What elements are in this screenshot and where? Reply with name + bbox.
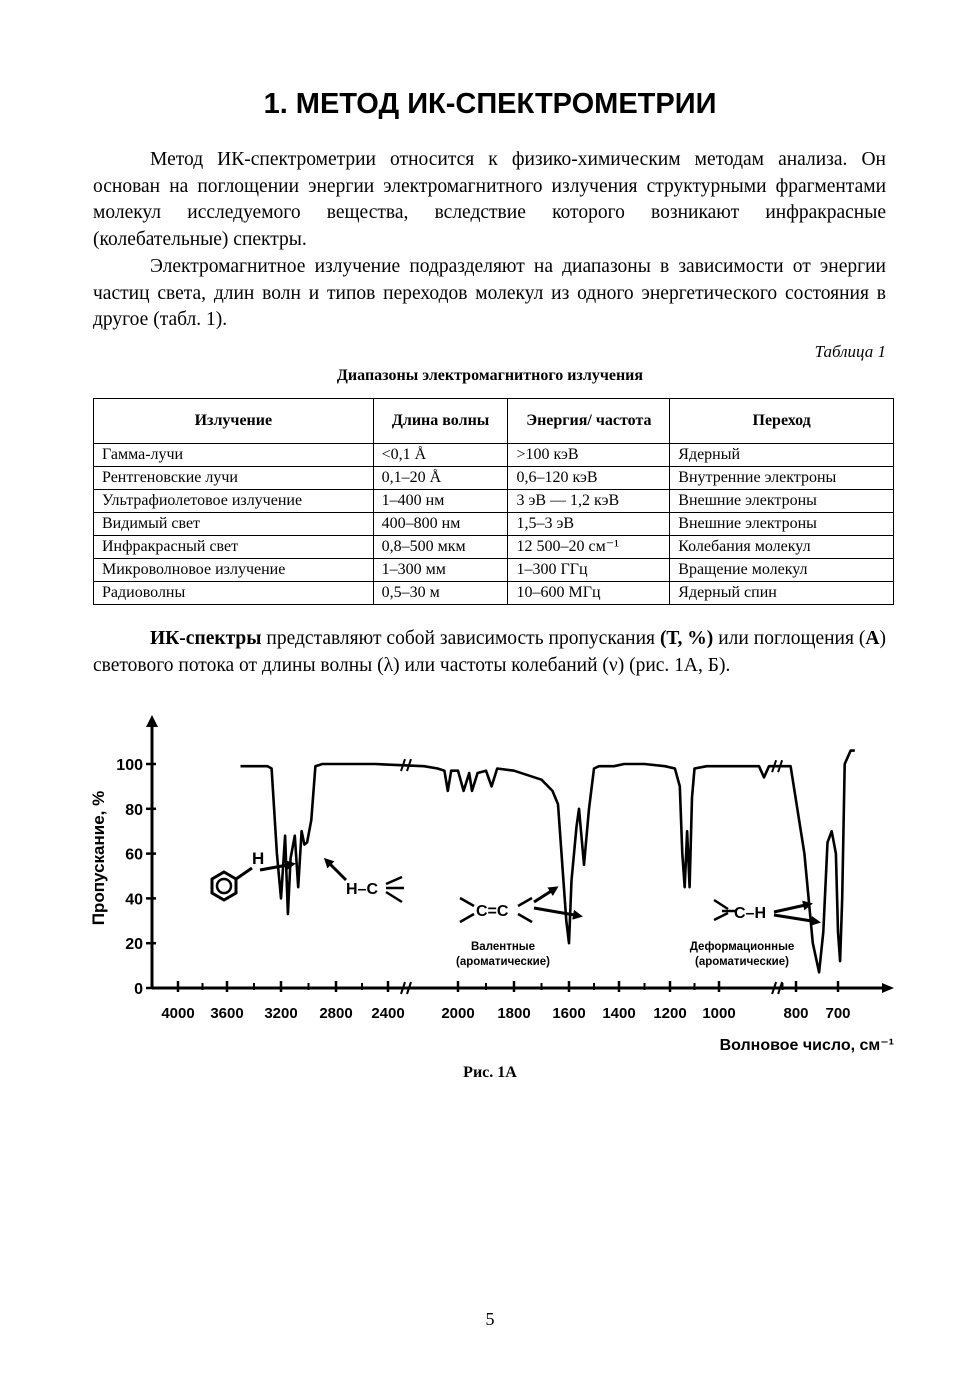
alkyne-ch-structure [326,860,404,902]
table-header-row [94,399,894,444]
cell-transition: Внутренние электроны [670,467,894,490]
paragraph-3-text-b: или поглощения ( [713,628,866,649]
paragraph-1: Метод ИК-спектрометрии относится к физико-химическим методам анализа. Он основан на поглощении энергии электромагнитного излучения структурными фрагментами молекул исследуемого вещества, вследствие которого возникают инфракрасные (колебательные) спектры. [93,149,886,250]
term-ir-spectra: ИК-спектры [150,628,262,649]
table-row [94,490,894,513]
cell-energy: >100 кэВ [508,444,670,467]
annotation-valence-2: (ароматические) [456,956,550,968]
paragraph-3-text-c: ) светового потока от длины волны (λ) или частоты колебаний (ν) (рис. 1А, Б). [93,628,886,676]
x-tick-label: 3600 [210,1005,244,1022]
table-body [94,444,894,605]
y-tick-label: 20 [125,936,143,954]
cell-wavelength: <0,1 Å [373,444,508,467]
y-axis-label: Пропускание, % [89,790,108,926]
table-row [94,559,894,582]
cell-radiation: Радиоволны [94,582,374,605]
x-tick-label: 2400 [371,1005,405,1022]
chart-series [241,751,855,973]
annotation-deform-2: (ароматические) [695,956,789,968]
x-tick-label: 1400 [602,1005,636,1022]
x-tick-label: 700 [825,1005,851,1022]
page-number: 5 [485,1309,495,1329]
cell-transition: Внешние электроны [670,490,894,513]
y-tick-label: 60 [125,846,143,864]
cell-wavelength: 1–400 нм [373,490,508,513]
cell-energy: 1,5–3 эВ [508,513,670,536]
cell-transition: Ядерный [670,444,894,467]
spectrum-line [241,751,855,973]
cell-radiation: Рентгеновские лучи [94,467,374,490]
x-axis-arrow [882,983,894,993]
term-absorbance: А [865,628,880,649]
chart-ticks [116,757,850,1022]
cell-radiation: Ультрафиолетовое излучение [94,490,374,513]
table-row [94,444,894,467]
x-tick-label: 2000 [441,1005,475,1022]
table-caption: Диапазоны электромагнитного излучения [336,367,644,384]
cc-double-structure [456,888,580,968]
annotation-aromatic-h: H [252,849,265,868]
y-tick-label: 100 [116,757,143,774]
ir-spectrum-chart [88,712,898,1058]
x-tick-label: 1800 [497,1005,531,1022]
table-label: Таблица 1 [814,342,886,361]
y-axis-arrow [146,715,158,727]
table-row [94,513,894,536]
cell-wavelength: 0,5–30 м [373,582,508,605]
x-tick-label: 800 [783,1005,809,1022]
annotation-deform-1: Деформационные [689,941,795,953]
cell-transition: Ядерный спин [670,582,894,605]
cell-energy: 12 500–20 см⁻¹ [508,536,670,559]
cell-energy: 10–600 МГц [508,582,670,605]
radiation-table [93,398,894,605]
y-tick-label: 40 [125,891,143,909]
paragraph-2: Электромагнитное излучение подразделяют на диапазоны в зависимости от энергии частиц света, длин волн и типов переходов молекул из одного энергетического состояния в другое (табл. 1). [93,256,886,330]
annotation-ch-deform: C–H [734,905,767,922]
ch-deform-structure [690,900,818,968]
header-transition: Переход [670,399,894,444]
cell-wavelength: 1–300 мм [373,559,508,582]
annotation-alkyne-ch: H–C [346,881,379,898]
x-tick-label: 2800 [319,1005,353,1022]
cell-radiation: Гамма-лучи [94,444,374,467]
x-tick-label: 1200 [653,1005,687,1022]
cell-transition: Вращение молекул [670,559,894,582]
figure-caption: Рис. 1А [463,1064,517,1081]
x-tick-label: 4000 [161,1005,195,1022]
cell-radiation: Инфракрасный свет [94,536,374,559]
term-transmission: (Т, %) [659,628,714,649]
paragraph-3-text-a: представляют собой зависимость пропускания [261,628,660,649]
cell-wavelength: 400–800 нм [373,513,508,536]
cell-wavelength: 0,1–20 Å [373,467,508,490]
x-axis-label: Волновое число, см⁻¹ [719,1037,894,1054]
x-tick-label: 1000 [702,1005,736,1022]
cell-energy: 0,6–120 кэВ [508,467,670,490]
y-tick-label: 0 [134,981,143,998]
x-tick-label: 1600 [552,1005,586,1022]
cell-radiation: Видимый свет [94,513,374,536]
y-tick-label: 80 [125,801,143,819]
header-energy: Энергия/ частота [508,399,670,444]
annotation-cc-double: C=C [476,903,509,920]
cell-energy: 1–300 ГГц [508,559,670,582]
table-row [94,582,894,605]
cell-transition: Внешние электроны [670,513,894,536]
paragraph-3 [93,626,886,679]
table-row [94,467,894,490]
cell-transition: Колебания молекул [670,536,894,559]
page-title: 1. МЕТОД ИК-СПЕКТРОМЕТРИИ [263,88,717,120]
header-radiation: Излучение [94,399,374,444]
annotation-valence-1: Валентные [471,941,535,953]
cell-wavelength: 0,8–500 мкм [373,536,508,559]
header-wavelength: Длина волны [373,399,508,444]
x-tick-label: 3200 [264,1005,298,1022]
table-row [94,536,894,559]
cell-radiation: Микроволновое излучение [94,559,374,582]
cell-energy: 3 эВ — 1,2 кэВ [508,490,670,513]
